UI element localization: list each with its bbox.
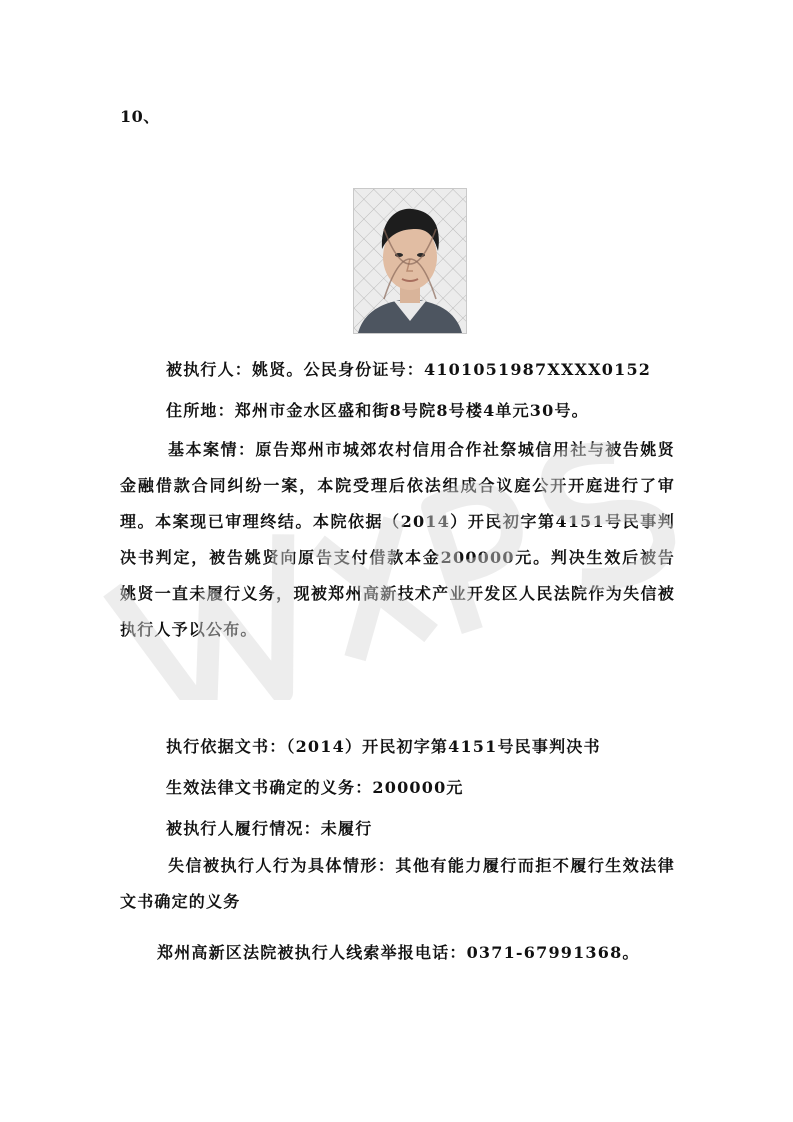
- item-number: 10、: [120, 107, 160, 126]
- person-photo: [353, 188, 467, 334]
- watermark-text: WXPS: [80, 440, 84, 441]
- performance-status: 被执行人履行情况：未履行: [166, 819, 373, 838]
- dishonest-circumstance: 失信被执行人行为具体情形：其他有能力履行而拒不履行生效法律文书确定的义务: [120, 856, 675, 911]
- basis-document: 执行依据文书：（2014）开民初字第4151号民事判决书: [166, 737, 601, 756]
- person-id-line: 被执行人：姚贤。公民身份证号：4101051987XXXX0152: [166, 360, 652, 379]
- obligation: 生效法律文书确定的义务：200000元: [166, 778, 464, 797]
- case-summary: 基本案情：原告郑州市城郊农村信用合作社祭城信用社与被告姚贤金融借款合同纠纷一案，本院受理后依法组成合议庭公开开庭进行了审理。本案现已审理终结。本院依据（2014）开民初字第4151号民事判决书判定，被告姚贤向原告支付借款本金200000元。判决生效后被告姚贤一直未履行义务，现被郑州高新技术产业开发区人民法院作为失信被执行人予以公布。: [120, 440, 675, 639]
- hotline: 郑州高新区法院被执行人线索举报电话：0371-67991368。: [157, 943, 640, 962]
- portrait-image: [354, 189, 466, 333]
- address-line: 住所地：郑州市金水区盛和街8号院8号楼4单元30号。: [166, 401, 589, 420]
